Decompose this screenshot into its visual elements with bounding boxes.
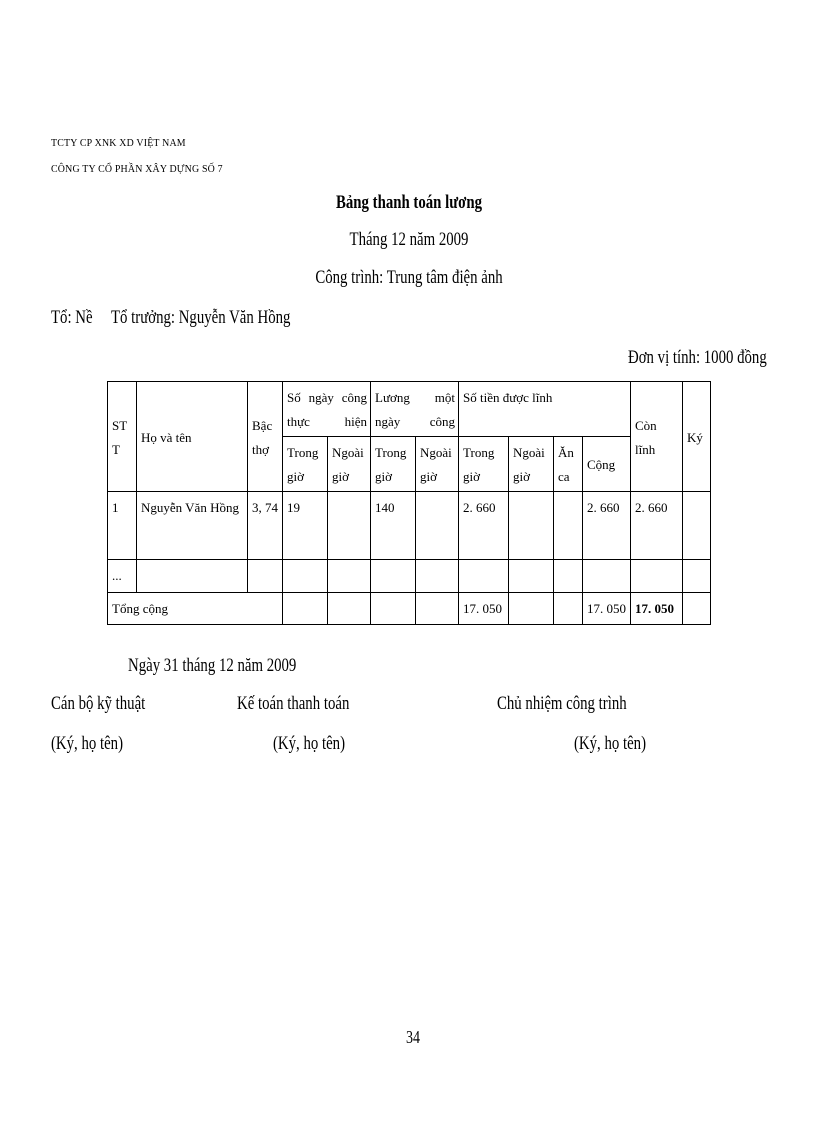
header-amount-group: Số tiền được lĩnh	[459, 382, 631, 437]
table-row	[108, 560, 711, 593]
cell-meal	[554, 492, 583, 560]
header-remaining: Còn lĩnh	[631, 382, 683, 492]
header-days-in: Trong giờ	[283, 437, 328, 492]
document-title: Bảng thanh toán lương	[335, 192, 483, 213]
project-line: Công trình: Trung tâm điện ảnh	[315, 267, 503, 288]
signature-note-technical: (Ký, họ tên)	[51, 733, 124, 754]
signature-note-accountant: (Ký, họ tên)	[273, 733, 346, 754]
cell-days-over	[328, 560, 371, 593]
header-total: Cộng	[583, 437, 631, 492]
header-grade: Bậc thợ	[248, 382, 283, 492]
cell-amount-in	[459, 560, 509, 593]
header-name: Họ và tên	[137, 382, 248, 492]
cell-sign	[683, 492, 711, 560]
header-days-over: Ngoài giờ	[328, 437, 371, 492]
header-meal: Ăn ca	[554, 437, 583, 492]
cell-grade: 3, 74	[248, 492, 283, 560]
totals-total: 17. 050	[583, 593, 631, 625]
header-days-group: Số ngày công thực hiện	[283, 382, 371, 437]
cell-meal	[554, 560, 583, 593]
header-wage-in: Trong giờ	[371, 437, 416, 492]
org-name-line1: TCTY CP XNK XD VIỆT NAM	[51, 137, 186, 149]
totals-label: Tổng cộng	[108, 593, 283, 625]
cell-wage-in	[371, 560, 416, 593]
cell-wage-in: 140	[371, 492, 416, 560]
cell-name	[137, 560, 248, 593]
cell-wage-over	[416, 492, 459, 560]
cell-stt: ...	[108, 560, 137, 593]
cell-amount-over	[509, 560, 554, 593]
cell-remaining	[631, 560, 683, 593]
totals-remaining: 17. 050	[631, 593, 683, 625]
unit-note: Đơn vị tính: 1000 đồng	[628, 347, 767, 368]
header-stt: ST T	[108, 382, 137, 492]
cell-total: 2. 660	[583, 492, 631, 560]
cell-stt: 1	[108, 492, 137, 560]
cell-amount-over	[509, 492, 554, 560]
cell-grade	[248, 560, 283, 593]
payroll-table	[107, 381, 711, 625]
signature-title-manager: Chủ nhiệm công trình	[497, 693, 627, 714]
cell-days-in: 19	[283, 492, 328, 560]
table-row	[108, 492, 711, 560]
cell-total	[583, 560, 631, 593]
team-leader-label: Tổ trưởng: Nguyễn Văn Hồng	[111, 307, 291, 328]
date-line: Ngày 31 tháng 12 năm 2009	[128, 655, 297, 676]
cell-days-in	[283, 560, 328, 593]
totals-amount-in: 17. 050	[459, 593, 509, 625]
header-sign: Ký	[683, 382, 711, 492]
header-amount-over: Ngoài giờ	[509, 437, 554, 492]
org-name-line2: CÔNG TY CỔ PHẦN XÂY DỰNG SỐ 7	[51, 163, 223, 175]
header-wage-group: Lương một ngày công	[371, 382, 459, 437]
cell-days-over	[328, 492, 371, 560]
cell-name: Nguyễn Văn Hồng	[137, 492, 248, 560]
signature-title-accountant: Kế toán thanh toán	[237, 693, 350, 714]
totals-row	[108, 593, 711, 625]
team-label: Tổ: Nề	[51, 307, 93, 328]
cell-remaining: 2. 660	[631, 492, 683, 560]
cell-amount-in: 2. 660	[459, 492, 509, 560]
period-line: Tháng 12 năm 2009	[349, 229, 469, 250]
header-wage-over: Ngoài giờ	[416, 437, 459, 492]
signature-note-manager: (Ký, họ tên)	[574, 733, 647, 754]
cell-sign	[683, 560, 711, 593]
page-number: 34	[406, 1027, 421, 1047]
signature-title-technical: Cán bộ kỹ thuật	[51, 693, 146, 714]
cell-wage-over	[416, 560, 459, 593]
header-amount-in: Trong giờ	[459, 437, 509, 492]
header-row-1	[108, 382, 711, 437]
